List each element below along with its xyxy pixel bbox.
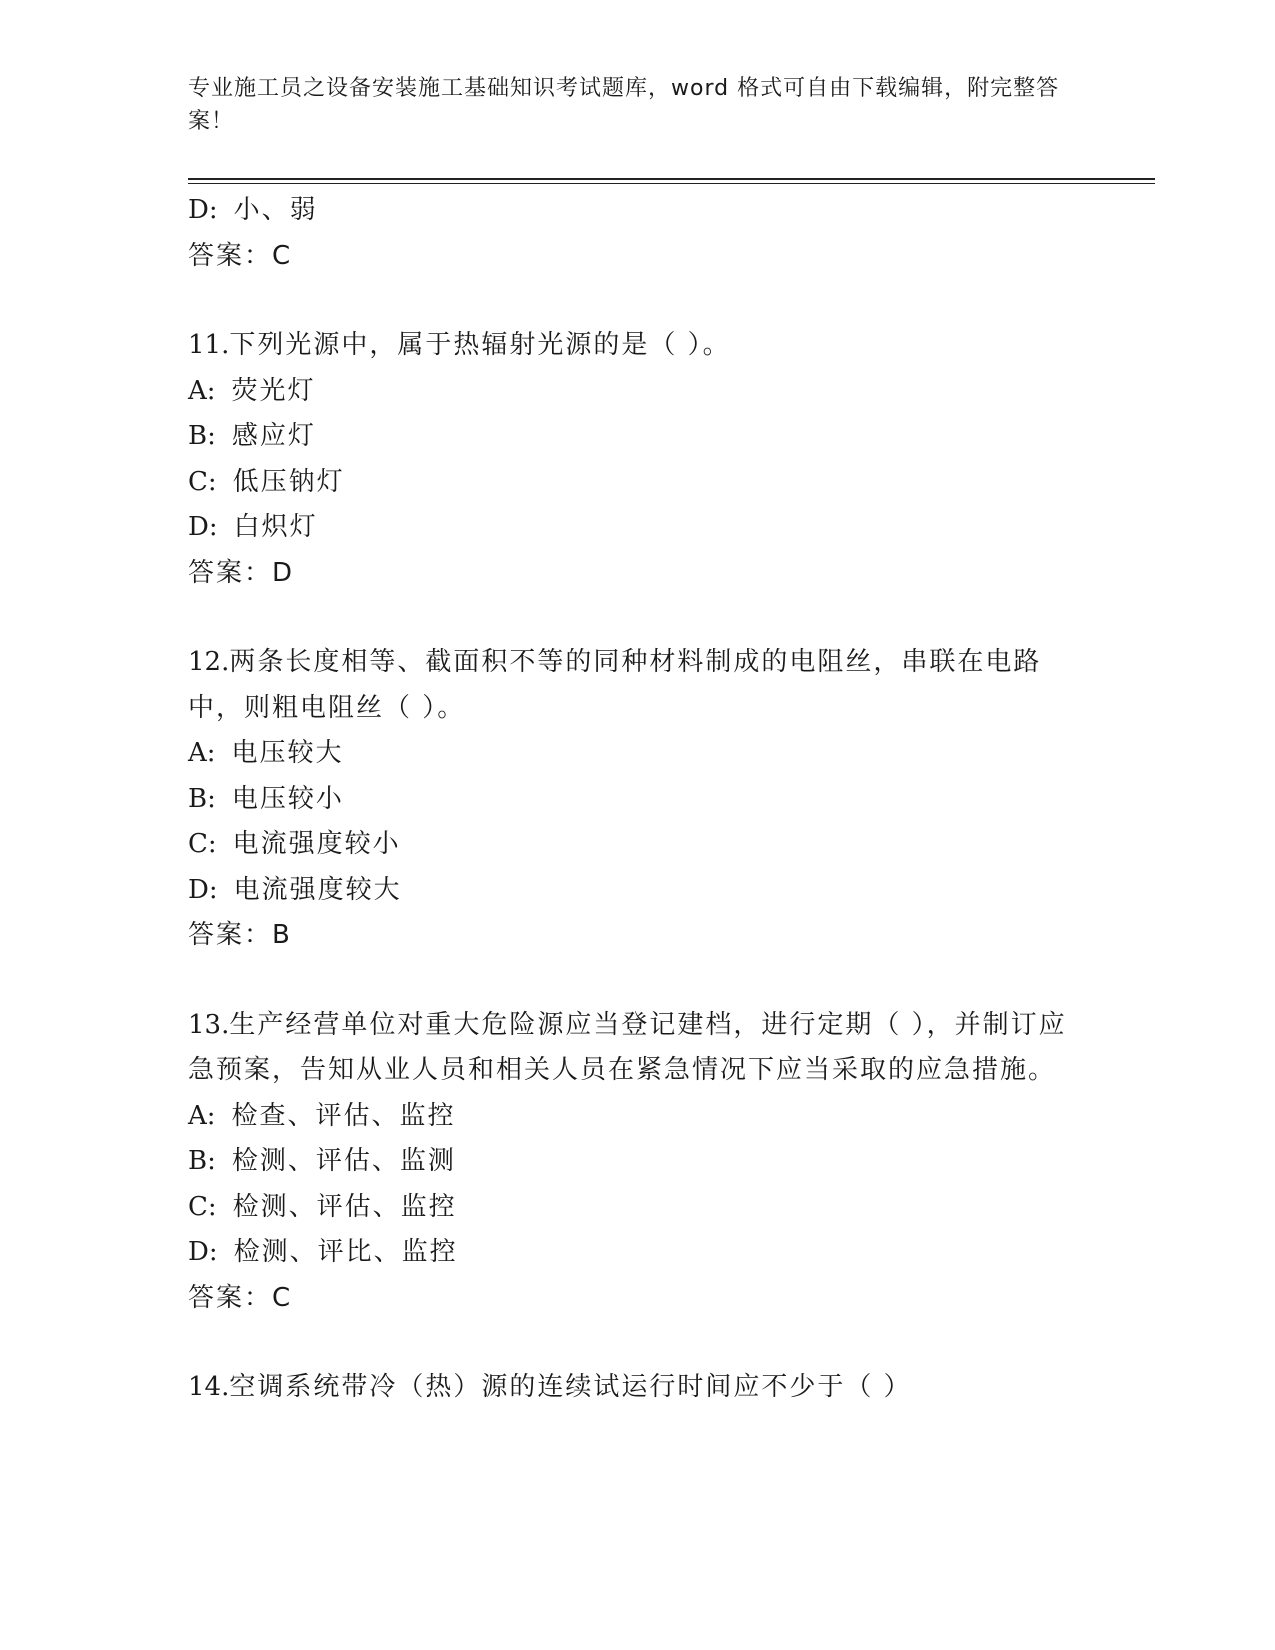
option-letter: C : [188,467,233,497]
option-text: 白炽灯 [233,512,318,542]
option-letter: D : [188,195,234,225]
option-letter: A : [188,376,232,406]
option-letter: D : [188,1237,234,1267]
option-c [188,460,1088,506]
option-d [188,188,1088,234]
option-letter: C : [188,829,233,859]
answer-label: 答案 ： [188,920,272,950]
option-text: 检测、评估、监控 [232,1191,457,1222]
question-number: 12. [188,647,230,677]
answer-value: C [272,240,293,271]
option-d [188,868,1088,914]
option-text: 电流强度较小 [232,829,401,859]
option-c [188,822,1088,868]
answer-line [188,913,1088,959]
option-text: 感应灯 [231,421,316,451]
option-a [188,1094,1088,1140]
option-letter: A : [188,738,232,768]
option-text: 低压钠灯 [232,466,345,497]
question-14 [188,1365,1068,1411]
question-11 [188,323,1068,369]
header-text: 专业施工员之设备安装施工基础知识考试题库，word 格式可自由下载编辑，附完整答案！ [188,76,1060,134]
option-a [188,731,1088,777]
option-letter: C : [188,1192,233,1222]
header-rule-thin [188,183,1155,184]
question-text: 生产经营单位对重大危险源应当登记建档，进行定期（ ），并制订应急预案，告知从业人员和相关人员在紧急情况下应当采取的应急措施。 [188,1009,1067,1085]
option-d [188,505,1088,551]
option-c [188,1185,1088,1231]
answer-line [188,551,1088,597]
option-letter: B : [188,421,232,451]
answer-value: C [272,1282,293,1313]
option-text: 电压较大 [231,738,344,768]
option-letter: B : [188,1146,232,1176]
option-b [188,414,1088,460]
option-d [188,1230,1088,1276]
question-12 [188,640,1068,731]
option-letter: D : [188,512,234,542]
answer-value: D [272,557,295,588]
answer-line [188,1276,1088,1322]
option-text: 电压较小 [231,783,344,814]
option-text: 检查、评估、监控 [231,1100,456,1131]
answer-label: 答案 ： [188,1283,272,1313]
option-b [188,777,1088,823]
option-text: 荧光灯 [231,375,316,406]
question-number: 11. [188,330,230,360]
option-letter: B : [188,784,232,814]
option-b [188,1139,1088,1185]
answer-value: B [272,920,292,950]
option-letter: A : [188,1101,232,1131]
option-letter: D : [188,875,234,905]
question-text: 两条长度相等、截面积不等的同种材料制成的电阻丝，串联在电路中，则粗电阻丝（ ）。 [188,647,1042,723]
question-text: 下列光源中，属于热辐射光源的是（ ）。 [229,330,731,360]
answer-label: 答案 ： [188,241,272,271]
answer-line [188,234,1088,280]
question-13 [188,1003,1068,1094]
option-a [188,369,1088,415]
option-text: 检测、评估、监测 [231,1146,456,1176]
question-list [188,188,1088,1411]
question-text: 空调系统带冷（热）源的连续试运行时间应不少于（ ） [229,1372,912,1402]
header-rule [188,178,1155,180]
answer-label: 答案 ： [188,558,272,588]
option-text: 电流强度较大 [233,874,402,905]
question-number: 13. [188,1009,230,1040]
page-header [188,72,1068,138]
option-text: 检测、评比、监控 [233,1237,458,1267]
question-number: 14. [188,1372,230,1402]
option-text: 小、弱 [233,195,318,225]
